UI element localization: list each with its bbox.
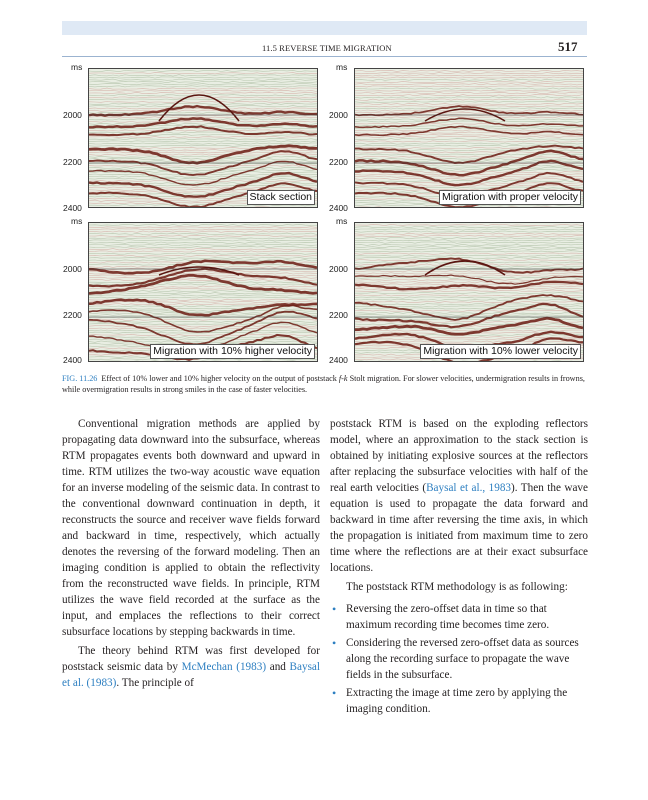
tick-label: 2400 (63, 355, 82, 365)
running-head: 11.5 REVERSE TIME MIGRATION (262, 43, 392, 53)
list-item (330, 685, 588, 717)
list-item-text: Extracting the image at time zero by applying the imaging condition. (346, 687, 568, 715)
seismic-panel-proper-velocity (354, 68, 584, 208)
caption-text: Effect of 10% lower and 10% higher velocity on the output of poststack (101, 374, 339, 383)
tick-label: 2000 (329, 110, 348, 120)
figure-number: FIG. 11.26 (62, 374, 98, 383)
caption-text: Stolt migration. For slower velocities, undermigration results in frowns, while overmigration results in strong smiles in the case of faster velocities. (62, 374, 585, 394)
panel-label: Stack section (247, 190, 315, 205)
tick-label: 2400 (63, 203, 82, 213)
panel-label: Migration with 10% lower velocity (420, 344, 581, 359)
tick-label: 2200 (329, 310, 348, 320)
tick-label: ms (336, 62, 348, 72)
tick-label: 2000 (63, 110, 82, 120)
tick-label: 2400 (329, 355, 348, 365)
citation-link[interactable]: Baysal et al. (1983) (62, 661, 320, 689)
panel-label: Migration with proper velocity (439, 190, 581, 205)
bullet-list (330, 601, 588, 717)
list-item (330, 601, 588, 633)
citation-link[interactable]: Baysal et al., 1983 (426, 482, 512, 494)
right-column (330, 416, 588, 719)
tick-label: ms (336, 216, 348, 226)
bullet-icon: • (332, 602, 337, 616)
caption-italic: f-k (338, 374, 348, 383)
tick-label: 2200 (63, 157, 82, 167)
header-rule (62, 56, 587, 57)
text: The theory behind RTM was first developed for poststack seismic data by (62, 645, 320, 673)
text: poststack RTM is based on the exploding reflectors model, where an approximation to the stack section is obtained by initiating explosive sources at the reflectors after replacing the subsurface velocities with half of the real earth velocities ( (330, 418, 588, 494)
seismic-panel-stack (88, 68, 318, 208)
tick-label: 2000 (63, 264, 82, 274)
tick-label: 2200 (329, 157, 348, 167)
page-number: 517 (558, 39, 578, 54)
bullet-icon: • (332, 636, 337, 650)
paragraph: The poststack RTM methodology is as following: (346, 581, 568, 593)
list-item-text: Considering the reversed zero-offset data as sources along the recording surface to propagate the wave fields in the subsurface. (346, 637, 579, 681)
tick-label: 2000 (329, 264, 348, 274)
paragraph (330, 416, 588, 576)
text: . The principle of (116, 677, 194, 689)
seismic-panel-lower-velocity (354, 222, 584, 362)
bullet-icon: • (332, 686, 337, 700)
list-item-text: Reversing the zero-offset data in time so that maximum recording time becomes time zero. (346, 603, 550, 631)
citation-link[interactable]: McMechan (1983) (181, 661, 267, 673)
text: ). Then the wave equation is used to propagate the data forward and backward in time after reversing the time axis, in which the propagation is initiated from maximum time to zero time where the reflections are at their exact subsurface locations. (330, 482, 588, 574)
list-item (330, 635, 588, 683)
paragraph: Conventional migration methods are applied by propagating data downward into the subsurface, whereas RTM propagates events both downward and upward in time. RTM utilizes the two-way acoustic wave equation for an inverse modeling of the seismic data. In contrast to the conventional downward continuation in depth, it reconstructs the source and receiver wave fields forward and backward in time, respectively, which actually denotes the reversing of the forward modeling. Then an imaging condition is applied to obtain the reflectivity from the reconstructed wave fields. In principle, RTM utilizes the wave field recorded at the surface as the input, and emplaces the reflections to their correct subsurface locations by stepping backwards in time. (62, 418, 320, 638)
paragraph (62, 643, 320, 691)
seismic-panel-higher-velocity (88, 222, 318, 362)
tick-label: ms (71, 216, 83, 226)
figure-caption (62, 373, 588, 395)
panel-label: Migration with 10% higher velocity (150, 344, 315, 359)
header-band (62, 21, 587, 35)
tick-label: 2400 (329, 203, 348, 213)
left-column (62, 416, 320, 691)
tick-label: ms (71, 62, 83, 72)
text: and (266, 661, 290, 673)
tick-label: 2200 (63, 310, 82, 320)
